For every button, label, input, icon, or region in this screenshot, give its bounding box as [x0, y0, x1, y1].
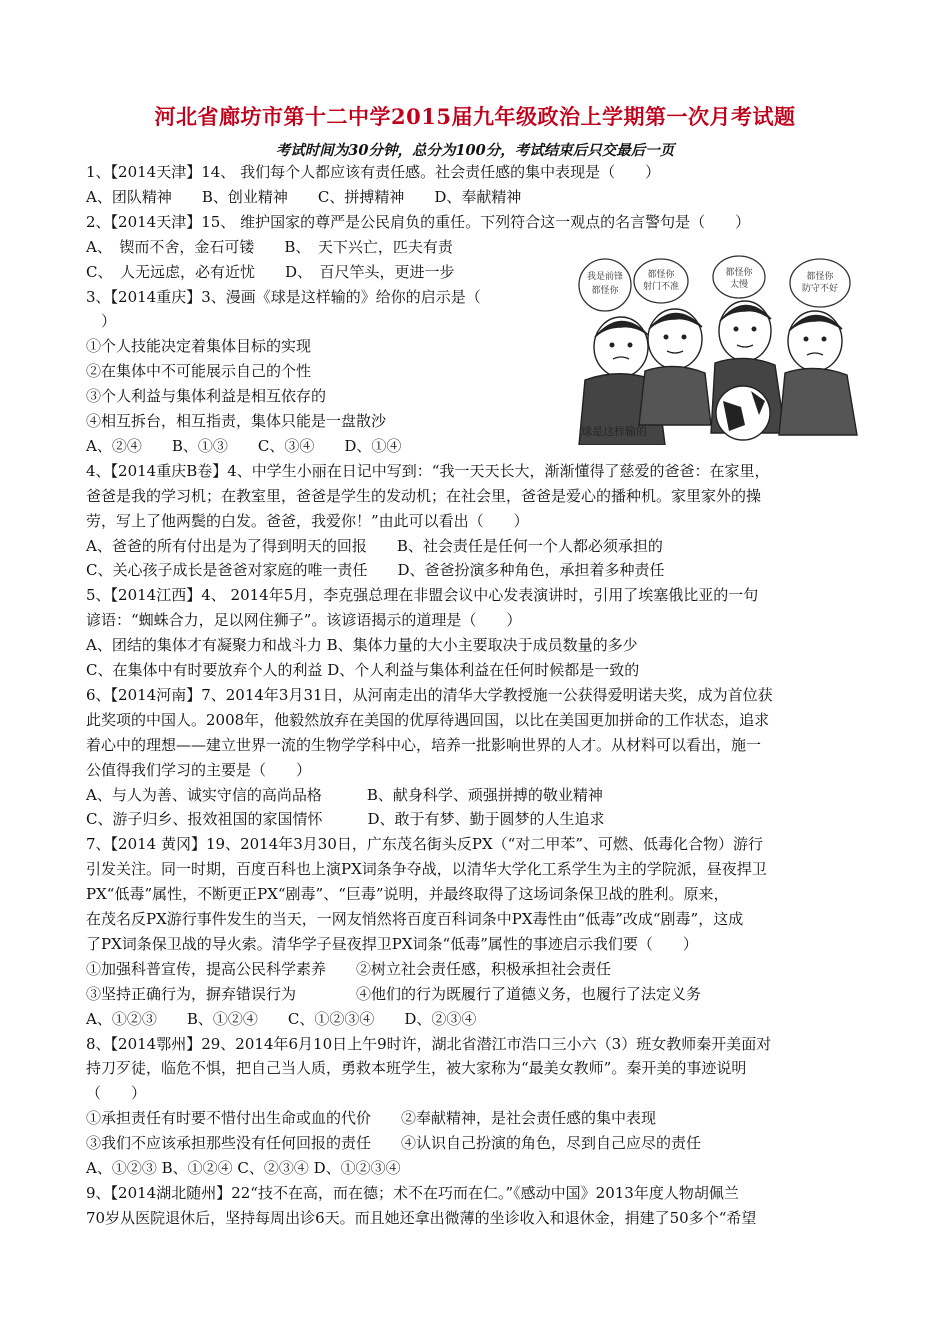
- speech-bubble: [579, 259, 631, 311]
- comic-caption: 球是这样输的: [581, 425, 647, 438]
- question-line: A、②④ B、①③ C、③④ D、①④: [86, 436, 402, 455]
- question-line: 在茂名反PX游行事件发生的当天，一网友悄然将百度百科词条中PX毒性由“低毒”改成“剧毒”，这成: [86, 910, 744, 928]
- question-line: 4、【2014重庆B卷】4、中学生小丽在日记中写到：“我一天天长大，渐渐懂得了慈爱的爸爸：在家里，: [86, 461, 770, 480]
- player-body: [639, 366, 711, 425]
- question-line: C、关心孩子成长是爸爸对家庭的唯一责任 D、爸爸扮演多种角色，承担着多种责任: [86, 561, 665, 580]
- question-line: C、游子归乡、报效祖国的家国情怀 D、敢于有梦、勤于圆梦的人生追求: [86, 810, 605, 829]
- question-line: 3、【2014重庆】3、漫画《球是这样输的》给你的启示是（: [86, 287, 481, 306]
- question-line: ③我们不应该承担那些没有任何回报的责任 ④认识自己扮演的角色，尽到自己应尽的责任: [86, 1134, 702, 1153]
- question-line: ①承担责任有时要不惜付出生命或血的代价 ②奉献精神，是社会责任感的集中表现: [86, 1109, 657, 1128]
- bubble-text: 太慢: [729, 280, 749, 290]
- question-line: A、 锲而不舍，金石可镂 B、 天下兴亡，匹夫有责: [86, 237, 453, 256]
- question-line: A、团队精神 B、创业精神 C、拼搏精神 D、奉献精神: [86, 187, 522, 206]
- question-line: PX“低毒”属性，不断更正PX“剧毒”、“巨毒”说明，并最终取得了这场词条保卫战的胜利。原来，: [86, 885, 729, 904]
- comic-illustration: [573, 255, 865, 445]
- question-line: ）: [86, 312, 117, 331]
- exam-subtitle: 考试时间为30分钟，总分为100分，考试结束后只交最后一页: [275, 142, 675, 159]
- question-line: ③个人利益与集体利益是相互依存的: [86, 387, 327, 406]
- exam-title: 河北省廊坊市第十二中学2015届九年级政治上学期第一次月考试题: [154, 104, 796, 129]
- question-line: ④相互拆台，相互指责，集体只能是一盘散沙: [86, 412, 387, 430]
- question-line: ②在集体中不可能展示自己的个性: [86, 362, 312, 381]
- question-line: 1、【2014天津】14、 我们每个人都应该有责任感。社会责任感的集中表现是（ ）: [86, 163, 661, 181]
- question-line: 引发关注。同一时期，百度百科也上演PX词条争夺战，以清华大学化工系学生为主的学院派，昼夜捍卫: [86, 860, 767, 879]
- question-line: 5、【2014江西】4、 2014年5月，李克强总理在非盟会议中心发表演讲时，引用了埃塞俄比亚的一句: [86, 586, 759, 605]
- question-line: A、团结的集体才有凝聚力和战斗力 B、集体力量的大小主要取决于成员数量的多少: [86, 636, 638, 655]
- question-line: 爸爸是我的学习机；在教室里，爸爸是学生的发动机；在社会里，爸爸是爱心的播种机。家里家外的操: [86, 486, 762, 505]
- question-line: ①加强科普宣传，提高公民科学素养 ②树立社会责任感，积极承担社会责任: [86, 959, 612, 978]
- question-line: 6、【2014河南】7、2014年3月31日，从河南走出的清华大学教授施一公获得爱明诺夫奖，成为首位获: [86, 685, 773, 704]
- bubble-text: 都怪你: [806, 272, 834, 282]
- question-line: C、在集体中有时要放弃个人的利益 D、个人利益与集体利益在任何时候都是一致的: [86, 661, 640, 679]
- speech-bubble: [790, 259, 850, 307]
- question-line: 此奖项的中国人。2008年，他毅然放弃在美国的优厚待遇回国，以比在美国更加拼命的工作状态，追求: [86, 710, 770, 729]
- question-line: （ ）: [86, 1084, 147, 1103]
- question-line: 7、【2014 黄冈】19、2014年3月30日，广东茂名街头反PX（“对二甲苯”、可燃、低毒化合物）游行: [86, 835, 763, 854]
- question-line: 9、【2014湖北随州】22“技不在高，而在德；术不在巧而在仁。”《感动中国》2013年度人物胡佩兰: [86, 1183, 739, 1202]
- speech-bubble: [634, 259, 688, 303]
- question-line: A、与人为善、诚实守信的高尚品格 B、献身科学、顽强拼搏的敬业精神: [86, 785, 603, 804]
- question-line: 2、【2014天津】15、 维护国家的尊严是公民肩负的重任。下列符合这一观点的名言警句是（ ）: [86, 212, 751, 231]
- question-line: 公值得我们学习的主要是（ ）: [86, 760, 312, 779]
- bubble-text: 我是前锋: [586, 272, 624, 282]
- question-line: 持刀歹徒，临危不惧，把自己当人质，勇救本班学生，被大家称为“最美女教师”。秦开美的事迹说明: [86, 1059, 747, 1078]
- question-line: ①个人技能决定着集体目标的实现: [86, 337, 312, 356]
- question-line: 劳，写上了他两鬓的白发。爸爸，我爱你！”由此可以看出（ ）: [86, 511, 529, 530]
- bubble-text: 防守不好: [801, 284, 839, 294]
- bubble-text: 都怪你: [725, 268, 753, 278]
- football: [716, 386, 770, 440]
- question-line: 70岁从医院退休后，坚持每周出诊6天。而且她还拿出微薄的坐诊收入和退休金，捐建了50多个“希望: [86, 1208, 757, 1227]
- bubble-text: 都怪你: [647, 270, 675, 280]
- question-line: A、①②③ B、①②④ C、②③④ D、①②③④: [86, 1159, 401, 1177]
- question-line: ③坚持正确行为，摒弃错误行为 ④他们的行为既履行了道德义务，也履行了法定义务: [86, 984, 702, 1003]
- question-line: 8、【2014鄂州】29、2014年6月10日上午9时许，湖北省潜江市浩口三小六（3）班女教师秦开美面对: [86, 1034, 772, 1053]
- player-body: [779, 368, 857, 435]
- question-line: 了PX词条保卫战的导火索。清华学子昼夜捍卫PX词条“低毒”属性的事迹启示我们要（ ）: [86, 934, 698, 953]
- bubble-text: 都怪你: [591, 286, 619, 296]
- question-line: A、①②③ B、①②④ C、①②③④ D、②③④: [86, 1009, 477, 1028]
- question-line: 着心中的理想——建立世界一流的生物学学科中心，培养一批影响世界的人才。从材料可以看出，施一: [86, 735, 762, 754]
- bubble-text: 射门不准: [642, 282, 680, 292]
- question-line: 谚语：“蜘蛛合力，足以网住狮子”。该谚语揭示的道理是（ ）: [86, 611, 522, 630]
- question-line: C、 人无远虑，必有近忧 D、 百尺竿头，更进一步: [86, 262, 455, 281]
- question-line: A、爸爸的所有付出是为了得到明天的回报 B、社会责任是任何一个人都必须承担的: [86, 536, 663, 555]
